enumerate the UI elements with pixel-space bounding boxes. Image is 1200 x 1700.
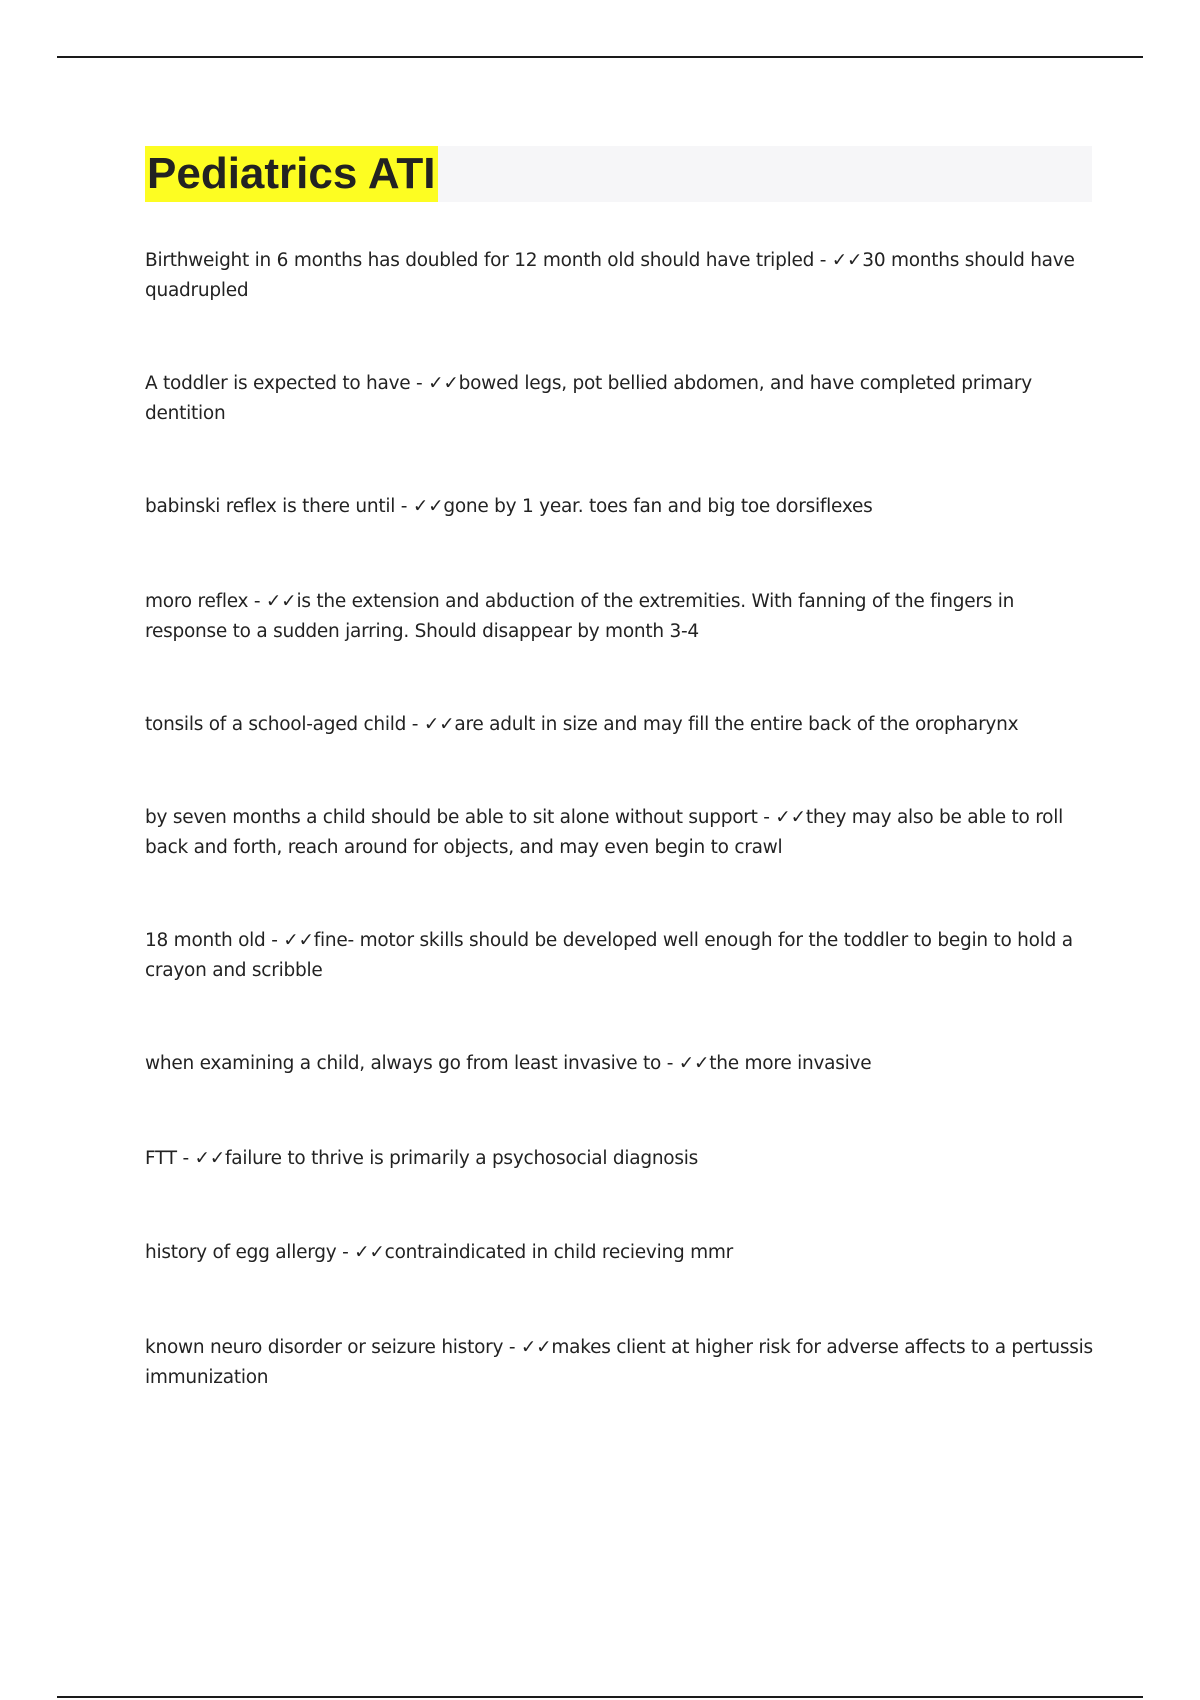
flashcard: [145, 246, 1095, 306]
card-definition: failure to thrive is primarily a psychosocial diagnosis: [225, 1148, 699, 1169]
flashcard: [145, 710, 1095, 740]
card-definition: are adult in size and may fill the entire back of the oropharynx: [454, 714, 1019, 735]
flashcard: [145, 369, 1095, 429]
card-separator: - ✓✓: [248, 591, 297, 612]
card-definition: 30 months should have quadrupled: [145, 250, 1075, 301]
card-separator: - ✓✓: [406, 714, 455, 735]
card-separator: - ✓✓: [503, 1337, 552, 1358]
flashcard: [145, 587, 1095, 647]
top-rule: [57, 56, 1143, 58]
bottom-rule: [57, 1696, 1143, 1698]
flashcard: [145, 1144, 1095, 1174]
card-term: history of egg allergy: [145, 1242, 337, 1263]
card-term: 18 month old: [145, 930, 266, 951]
card-definition: gone by 1 year. toes fan and big toe dorsiflexes: [443, 496, 873, 517]
card-definition: the more invasive: [709, 1053, 872, 1074]
card-separator: - ✓✓: [814, 250, 863, 271]
card-separator: - ✓✓: [395, 496, 444, 517]
card-term: Birthweight in 6 months has doubled for 12 month old should have tripled: [145, 250, 815, 271]
flashcard: [145, 492, 1095, 522]
card-term: known neuro disorder or seizure history: [145, 1337, 504, 1358]
card-term: A toddler is expected to have: [145, 373, 411, 394]
card-term: by seven months a child should be able to sit alone without support: [145, 807, 758, 828]
flashcard: [145, 926, 1095, 986]
card-definition: makes client at higher risk for adverse affects to a pertussis immunization: [145, 1337, 1093, 1388]
card-definition: contraindicated in child recieving mmr: [384, 1242, 733, 1263]
card-separator: - ✓✓: [757, 807, 806, 828]
card-definition: they may also be able to roll back and forth, reach around for objects, and may even begin to crawl: [145, 807, 1064, 858]
flashcard: [145, 1049, 1095, 1079]
card-term: tonsils of a school-aged child: [145, 714, 407, 735]
card-term: FTT: [145, 1148, 177, 1169]
card-separator: - ✓✓: [410, 373, 459, 394]
card-separator: - ✓✓: [336, 1242, 385, 1263]
card-separator: - ✓✓: [265, 930, 314, 951]
flashcard: [145, 1238, 1095, 1268]
card-term: moro reflex: [145, 591, 249, 612]
flashcard: [145, 803, 1095, 863]
card-term: babinski reflex is there until: [145, 496, 396, 517]
card-separator: - ✓✓: [176, 1148, 226, 1169]
card-definition: is the extension and abduction of the extremities. With fanning of the fingers in response to a sudden jarring. Should disappear by month 3-4: [145, 591, 1015, 642]
flashcard: [145, 1333, 1095, 1393]
card-term: when examining a child, always go from least invasive to: [145, 1053, 662, 1074]
page-title: Pediatrics ATI: [145, 146, 438, 202]
card-definition: bowed legs, pot bellied abdomen, and have completed primary dentition: [145, 373, 1032, 424]
card-definition: fine- motor skills should be developed well enough for the toddler to begin to hold a crayon and scribble: [145, 930, 1073, 981]
card-separator: - ✓✓: [661, 1053, 710, 1074]
